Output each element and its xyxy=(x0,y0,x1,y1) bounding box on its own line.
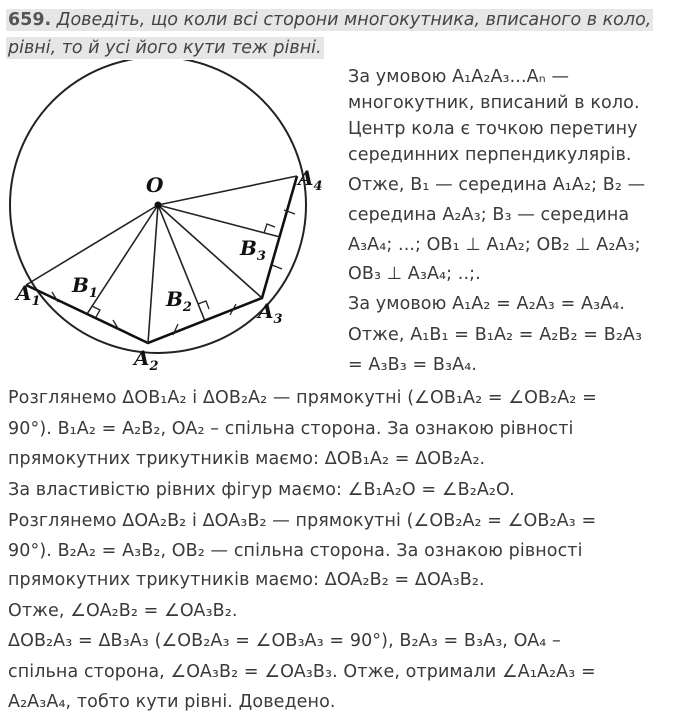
label-A1: $A_1$ xyxy=(16,281,41,309)
problem-statement-line-2: рівні, то й усі його кути теж рівні. xyxy=(8,38,322,58)
label-A3: $A_3$ xyxy=(258,299,283,327)
label-A4: $A_4$ xyxy=(298,166,323,194)
solution-line: OB₃ ⊥ A₃A₄; ..;. xyxy=(348,264,481,284)
solution-line: Отже, A₁B₁ = B₁A₂ = A₂B₂ = B₂A₃ xyxy=(348,325,643,345)
center-point xyxy=(155,202,162,209)
solution-line: За умовою A₁A₂ = A₂A₃ = A₃A₄. xyxy=(348,294,626,314)
geometry-figure xyxy=(0,60,345,375)
solution-line: 90°). B₁A₂ = A₂B₂, OA₂ – спільна сторона. За ознакою рівності xyxy=(8,419,574,439)
solution-line: прямокутних трикутників маємо: ΔOB₁A₂ = ΔOB₂A₂. xyxy=(8,449,486,469)
solution-line: За умовою A₁A₂A₃...Aₙ — xyxy=(348,67,570,87)
solution-line: A₃A₄; ...; OB₁ ⊥ A₁A₂; OB₂ ⊥ A₂A₃; xyxy=(348,235,641,255)
solution-line: Розглянемо ΔOA₂B₂ і ΔOA₃B₂ — прямокутні (∠OB₂A₂ = ∠OB₂A₃ = xyxy=(8,511,597,531)
solution-line: За властивістю рівних фігур маємо: ∠B₁A₂O = ∠B₂A₂O. xyxy=(8,480,515,500)
problem-statement xyxy=(6,6,682,62)
label-O: O xyxy=(146,173,164,197)
solution-line: Отже, ∠OA₂B₂ = ∠OA₃B₂. xyxy=(8,601,238,621)
solution-line: Розглянемо ΔOB₁A₂ і ΔOB₂A₂ — прямокутні (∠OB₁A₂ = ∠OB₂A₂ = xyxy=(8,388,597,408)
label-A2: $A_2$ xyxy=(134,346,159,374)
label-B1: $B_1$ xyxy=(72,273,98,301)
label-B3: $B_3$ xyxy=(240,236,266,264)
solution-line: 90°). B₂A₂ = A₃B₂, OB₂ — спільна сторона. За ознакою рівності xyxy=(8,541,583,561)
problem-statement-line-1: Доведіть, що коли всі сторони многокутника, вписаного в коло, xyxy=(56,10,652,30)
solution-line: = A₃B₃ = B₃A₄. xyxy=(348,355,477,375)
solution-line: прямокутних трикутників маємо: ΔOA₂B₂ = ΔOA₃B₂. xyxy=(8,570,485,590)
label-B2: $B_2$ xyxy=(166,287,192,315)
solution-line: серединних перпендикулярів. xyxy=(348,145,632,165)
solution-line: середина A₂A₃; B₃ — середина xyxy=(348,205,630,225)
solution-line: A₂A₃A₄, тобто кути рівні. Доведено. xyxy=(8,692,336,712)
problem-number: 659. xyxy=(8,10,52,30)
inscribed-polygon-diagram xyxy=(0,60,345,375)
solution-line: спільна сторона, ∠OA₃B₂ = ∠OA₃B₃. Отже, отримали ∠A₁A₂A₃ = xyxy=(8,662,596,682)
solution-line: ΔOB₂A₃ = ΔB₃A₃ (∠OB₂A₃ = ∠OB₃A₃ = 90°), B₂A₃ = B₃A₃, OA₄ – xyxy=(8,631,561,651)
solution-line: Отже, B₁ — середина A₁A₂; B₂ — xyxy=(348,175,646,195)
solution-line: Центр кола є точкою перетину xyxy=(348,119,638,139)
solution-line: многокутник, вписаний в коло. xyxy=(348,93,640,113)
